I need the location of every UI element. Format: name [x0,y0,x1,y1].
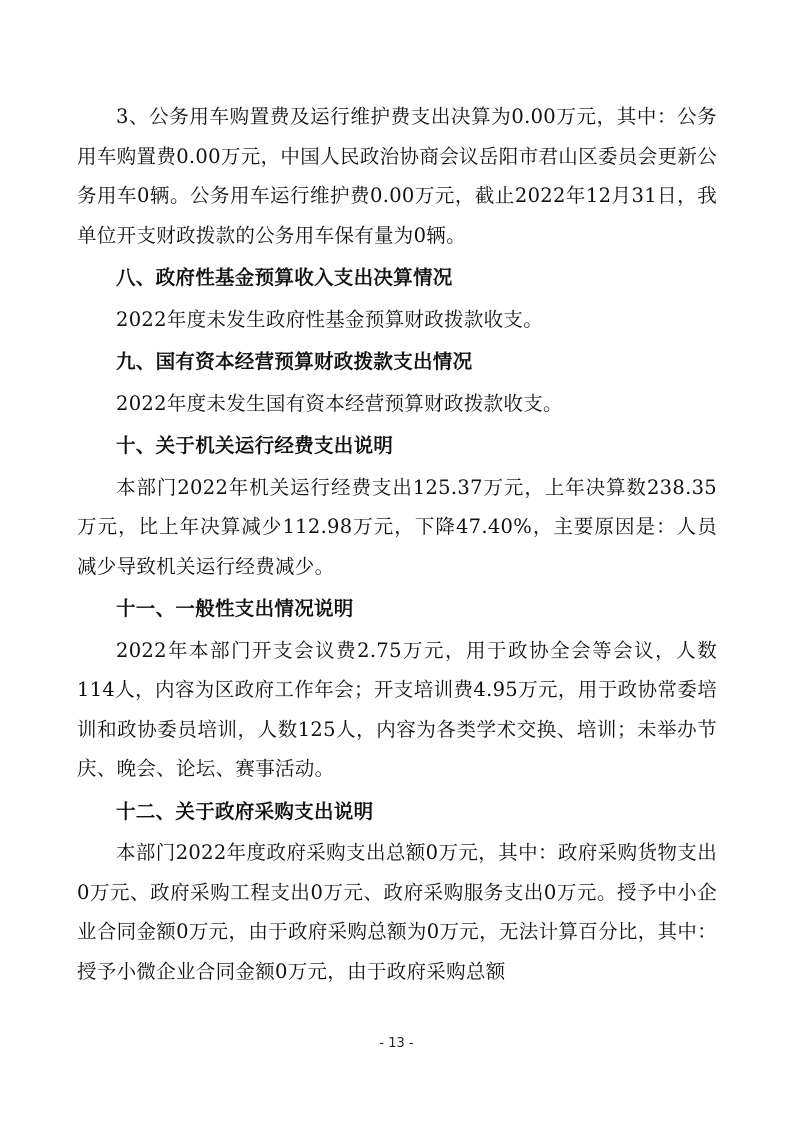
page-content [77,97,717,991]
section-paragraph-8: 2022年度未发生政府性基金预算财政拨款收支。 [116,307,544,331]
section-heading-10: 十、关于机关运行经费支出说明 [116,434,394,457]
page-number: - 13 - [379,1036,414,1051]
section-heading-8: 八、政府性基金预算收入支出决算情况 [116,266,453,289]
section-paragraph-9: 2022年度未发生国有资本经营预算财政拨款收支。 [116,391,563,415]
section-paragraph-10: 本部门2022年机关运行经费支出125.37万元，上年决算数238.35万元，比上年决算减少112.98万元，下降47.40%，主要原因是：人员减少导致机关运行经费减少。 [77,475,717,578]
vehicle-paragraph: 3、公务用车购置费及运行维护费支出决算为0.00万元，其中：公务用车购置费0.00万元，中国人民政治协商会议岳阳市君山区委员会更新公务用车0辆。公务用车运行维护费0.00万元，截止2022年12月31日，我单位开支财政拨款的公务用车保有量为0辆。 [77,105,717,247]
section-paragraph-12: 本部门2022年度政府采购支出总额0万元，其中：政府采购货物支出0万元、政府采购工程支出0万元、政府采购服务支出0万元。授予中小企业合同金额0万元，由于政府采购总额为0万元，无法计算百分比，其中：授予小微企业合同金额0万元，由于政府采购总额 [77,841,717,983]
section-heading-12: 十二、关于政府采购支出说明 [116,799,374,823]
section-heading-9: 九、国有资本经营预算财政拨款支出情况 [116,350,473,373]
section-heading-11: 十一、一般性支出情况说明 [116,597,354,620]
section-paragraph-11: 2022年本部门开支会议费2.75万元，用于政协全会等会议，人数114人，内容为区政府工作年会；开支培训费4.95万元，用于政协常委培训和政协委员培训，人数125人，内容为各类学术交换、培训；未举办节庆、晚会、论坛、赛事活动。 [77,638,717,780]
